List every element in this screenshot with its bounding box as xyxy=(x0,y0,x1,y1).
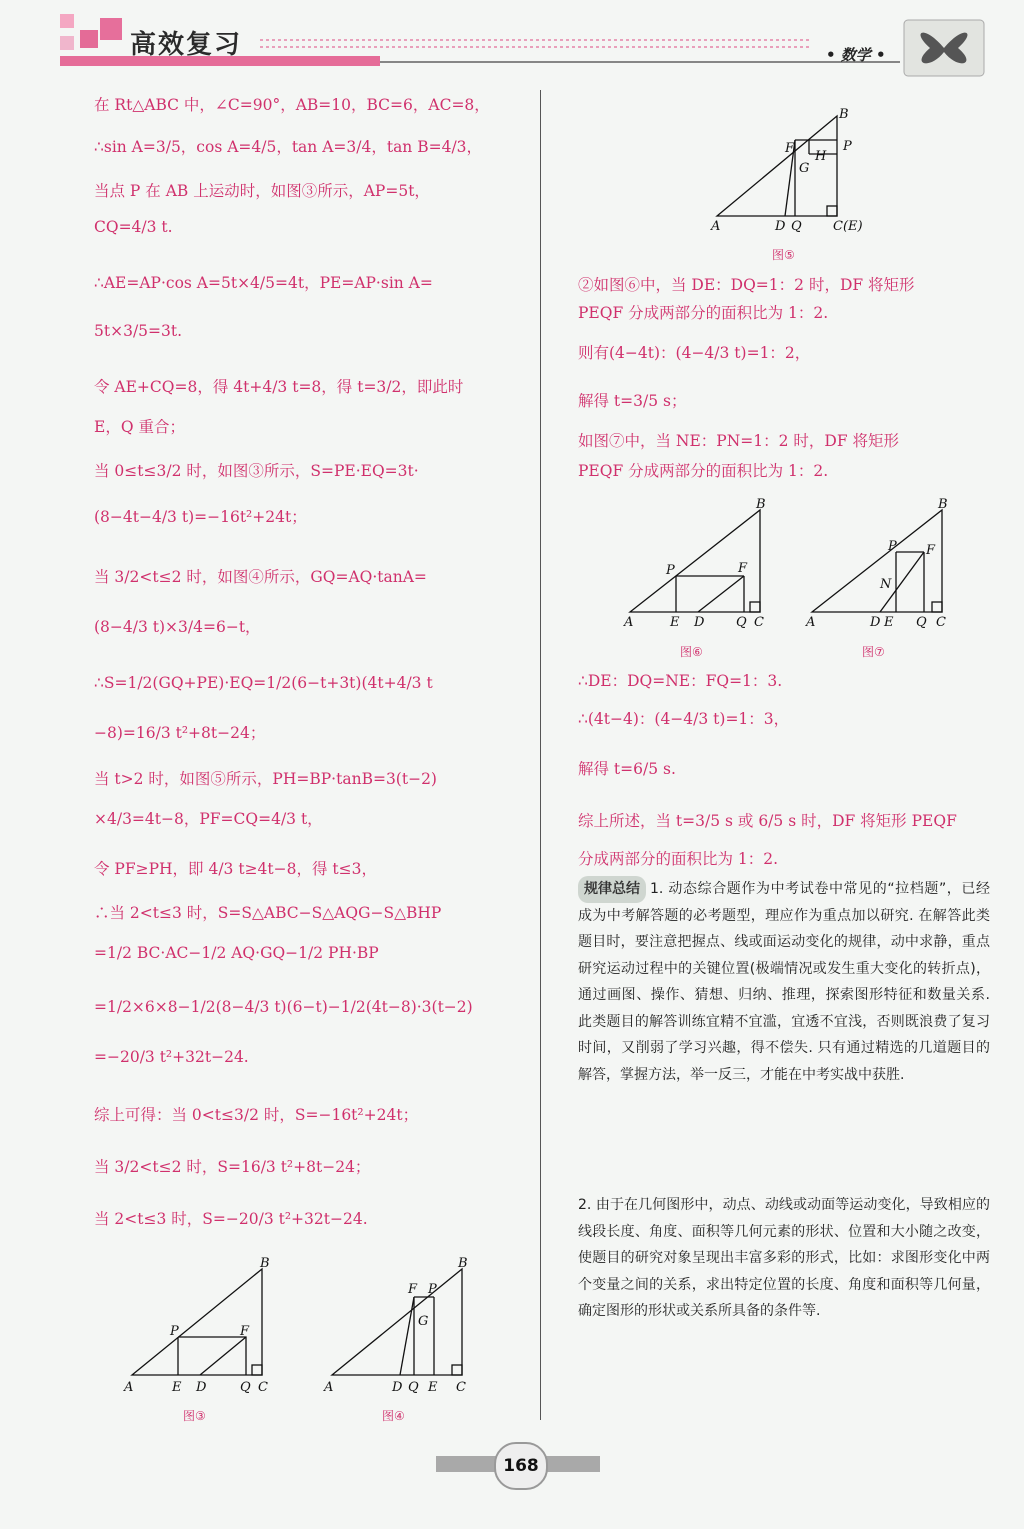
text-line: 则有(4−4t)：(4−4/3 t)=1：2， xyxy=(578,344,811,362)
summary-text-1: 1. 动态综合题作为中考试卷中常见的“拉档题”，已经成为中考解答题的必考题型，理应作为重点加以研究. 在解答此类题目时，要注意把握点、线或面运动变化的规律，动中求静，重点研究运动过程中的关键位置(极端情况或发生重大变化的转折点)，通过画图、操作、猜想、归纳、推理，探索图形特征和数量关系. 此类题目的解答训练宜精不宜滥，宜透不宜浅，否则既浪费了复习时间，又削弱了学习兴趣，得不偿失. 只有通过精选的几道题目的解答，掌握方法，举一反三，才能在中考实战中获胜. xyxy=(578,881,990,1083)
svg-text:F: F xyxy=(738,561,748,576)
svg-text:P: P xyxy=(888,539,897,554)
figure-5 xyxy=(705,104,875,238)
svg-text:P: P xyxy=(170,1324,179,1339)
svg-text:C: C xyxy=(936,615,946,630)
svg-text:A: A xyxy=(806,615,816,630)
text-line: 当 3/2<t≤2 时，如图④所示，GQ=AQ·tanA= xyxy=(94,568,427,586)
text-line: CQ=4/3 t. xyxy=(94,218,173,236)
text-line: (8−4t−4/3 t)=−16t²+24t； xyxy=(94,508,307,526)
text-line: (8−4/3 t)×3/4=6−t， xyxy=(94,618,261,636)
text-line: 5t×3/5=3t. xyxy=(94,322,183,340)
text-line: 解得 t=6/5 s. xyxy=(578,760,676,778)
text-line: ②如图⑥中，当 DE：DQ=1：2 时，DF 将矩形 xyxy=(578,276,915,294)
text-line: ∴S=1/2(GQ+PE)·EQ=1/2(6−t+3t)(4t+4/3 t xyxy=(94,674,433,692)
svg-text:D: D xyxy=(775,219,786,234)
text-line: 当 t>2 时，如图⑤所示，PH=BP·tanB=3(t−2) xyxy=(94,770,437,788)
text-line: 当 2<t≤3 时，S=−20/3 t²+32t−24. xyxy=(94,1210,368,1228)
page-header xyxy=(0,0,1024,80)
text-line: 当 0≤t≤3/2 时，如图③所示，S=PE·EQ=3t· xyxy=(94,462,419,480)
text-line: ∴当 2<t≤3 时，S=S△ABC−S△AQG−S△BHP xyxy=(94,904,442,922)
summary-paragraph-1 xyxy=(578,876,990,1088)
svg-text:A: A xyxy=(624,615,634,630)
text-line: 如图⑦中，当 NE：PN=1：2 时，DF 将矩形 xyxy=(578,432,900,450)
svg-text:B: B xyxy=(458,1256,468,1271)
svg-text:F: F xyxy=(785,141,795,156)
svg-text:E: E xyxy=(670,615,680,630)
svg-text:C: C xyxy=(754,615,764,630)
svg-text:C: C xyxy=(456,1380,466,1395)
svg-text:D: D xyxy=(870,615,881,630)
text-line: ∴AE=AP·cos A=5t×4/5=4t，PE=AP·sin A= xyxy=(94,274,433,292)
summary-tag: 规律总结 xyxy=(578,876,646,903)
page-bar-right xyxy=(544,1456,600,1472)
text-line: ∴sin A=3/5，cos A=4/5，tan A=3/4，tan B=4/3， xyxy=(94,138,483,156)
figure-6-caption: 图⑥ xyxy=(680,645,703,659)
svg-text:B: B xyxy=(938,497,948,512)
text-line: 令 PF≥PH，即 4/3 t≥4t−8，得 t≤3， xyxy=(94,860,378,878)
column-divider xyxy=(540,90,541,1420)
text-line: ∴DE：DQ=NE：FQ=1：3. xyxy=(578,672,783,690)
figure-5-caption: 图⑤ xyxy=(772,248,795,262)
svg-text:P: P xyxy=(843,139,852,154)
page-number: 168 xyxy=(494,1442,548,1490)
svg-text:P: P xyxy=(666,563,675,578)
svg-text:B: B xyxy=(839,107,849,122)
figure-7-caption: 图⑦ xyxy=(862,645,885,659)
text-line: 当点 P 在 AB 上运动时，如图③所示，AP=5t， xyxy=(94,182,430,200)
text-line: 解得 t=3/5 s； xyxy=(578,392,687,410)
svg-text:P: P xyxy=(428,1282,437,1297)
svg-text:D: D xyxy=(694,615,705,630)
svg-text:Q: Q xyxy=(240,1380,251,1395)
text-line: =1/2 BC·AC−1/2 AQ·GQ−1/2 PH·BP xyxy=(94,944,379,962)
svg-text:B: B xyxy=(756,497,766,512)
figure-6 xyxy=(618,494,788,630)
figure-3-caption: 图③ xyxy=(183,1409,206,1423)
header-subject: • 数学 • xyxy=(826,46,886,64)
text-line: =−20/3 t²+32t−24. xyxy=(94,1048,249,1066)
page-bar-left xyxy=(436,1456,496,1472)
text-line: 分成两部分的面积比为 1：2. xyxy=(578,850,779,868)
text-line: 在 Rt△ABC 中，∠C=90°，AB=10，BC=6，AC=8， xyxy=(94,96,490,114)
svg-text:Q: Q xyxy=(916,615,927,630)
summary-text-2: 2. 由于在几何图形中，动点、动线或动面等运动变化，导致相应的线段长度、角度、面积等几何元素的形状、位置和大小随之改变，使题目的研究对象呈现出丰富多彩的形式，比如：求图形变化中两个变量之间的关系，求出特定位置的长度、角度和面积等几何量，确定图形的形状或关系所具备的条件等. xyxy=(578,1197,990,1319)
svg-text:F: F xyxy=(926,543,936,558)
figure-3 xyxy=(120,1255,290,1395)
svg-text:Q: Q xyxy=(736,615,747,630)
svg-text:E: E xyxy=(172,1380,182,1395)
svg-text:E: E xyxy=(884,615,894,630)
svg-text:A: A xyxy=(324,1380,334,1395)
figure-4-caption: 图④ xyxy=(382,1409,405,1423)
svg-text:C(E): C(E) xyxy=(833,219,863,234)
summary-paragraph-2 xyxy=(578,1192,990,1325)
figure-4 xyxy=(320,1255,490,1395)
text-line: −8)=16/3 t²+8t−24； xyxy=(94,724,266,742)
svg-text:A: A xyxy=(711,219,721,234)
svg-text:F: F xyxy=(240,1324,250,1339)
svg-text:Q: Q xyxy=(791,219,802,234)
text-line: 当 3/2<t≤2 时，S=16/3 t²+8t−24； xyxy=(94,1158,371,1176)
svg-text:F: F xyxy=(408,1282,418,1297)
text-line: PEQF 分成两部分的面积比为 1：2. xyxy=(578,304,829,322)
svg-text:D: D xyxy=(392,1380,403,1395)
svg-text:Q: Q xyxy=(408,1380,419,1395)
text-line: 令 AE+CQ=8，得 4t+4/3 t=8，得 t=3/2，即此时 xyxy=(94,378,464,396)
header-title: 高效复习 xyxy=(130,30,243,60)
text-line: ×4/3=4t−8，PF=CQ=4/3 t， xyxy=(94,810,323,828)
svg-text:G: G xyxy=(799,161,810,176)
text-line: 综上所述，当 t=3/5 s 或 6/5 s 时，DF 将矩形 PEQF xyxy=(578,812,957,830)
text-line: ∴(4t−4)：(4−4/3 t)=1：3， xyxy=(578,710,790,728)
svg-text:C: C xyxy=(258,1380,268,1395)
text-line: PEQF 分成两部分的面积比为 1：2. xyxy=(578,462,829,480)
figure-7 xyxy=(800,494,970,630)
svg-text:H: H xyxy=(815,149,827,164)
svg-text:B: B xyxy=(260,1256,270,1271)
svg-text:D: D xyxy=(196,1380,207,1395)
text-line: 综上可得：当 0<t≤3/2 时，S=−16t²+24t； xyxy=(94,1106,419,1124)
svg-text:A: A xyxy=(124,1380,134,1395)
text-line: E，Q 重合； xyxy=(94,418,185,436)
svg-text:E: E xyxy=(428,1380,438,1395)
text-line: =1/2×6×8−1/2(8−4/3 t)(6−t)−1/2(4t−8)·3(t−2) xyxy=(94,998,473,1016)
svg-text:N: N xyxy=(880,577,892,592)
svg-text:G: G xyxy=(418,1314,429,1329)
